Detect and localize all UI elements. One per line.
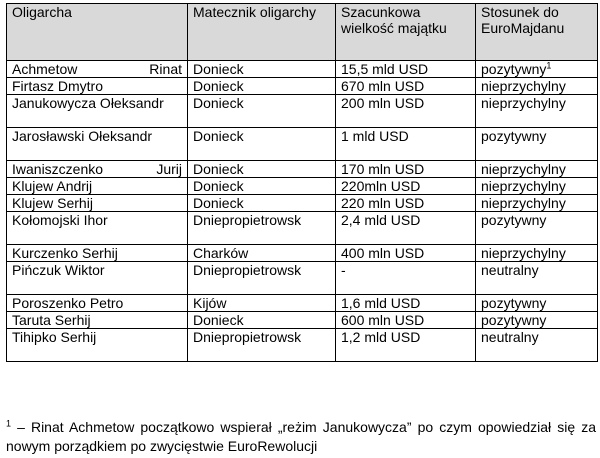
cell-wealth: 400 mln USD (336, 245, 476, 262)
cell-base: Dniepropietrowsk (188, 262, 336, 295)
cell-base: Dniepropietrowsk (188, 329, 336, 362)
table-row (7, 195, 598, 212)
cell-stance: nieprzychylny (476, 95, 598, 128)
table-row (7, 245, 598, 262)
cell-base: Donieck (188, 178, 336, 195)
oligarchs-table (6, 3, 598, 362)
table-row (7, 161, 598, 178)
cell-stance: nieprzychylny (476, 195, 598, 212)
cell-base: Donieck (188, 61, 336, 78)
footnote-mark: 1 (6, 418, 12, 429)
table-row (7, 295, 598, 312)
cell-name: Klujew Andrij (7, 178, 188, 195)
header-row (7, 4, 598, 61)
cell-name: Kołomojski Ihor (7, 212, 188, 245)
cell-stance (476, 61, 598, 78)
cell-base: Donieck (188, 95, 336, 128)
cell-stance: nieprzychylny (476, 161, 598, 178)
cell-wealth: 200 mln USD (336, 95, 476, 128)
cell-name: Firtasz Dmytro (7, 78, 188, 95)
table-row (7, 128, 598, 161)
table-row (7, 312, 598, 329)
cell-name: Taruta Serhij (7, 312, 188, 329)
cell-wealth: 220mln USD (336, 178, 476, 195)
cell-stance: pozytywny (476, 212, 598, 245)
cell-stance: neutralny (476, 262, 598, 295)
footnote (6, 418, 596, 456)
cell-base: Donieck (188, 195, 336, 212)
table-row (7, 262, 598, 295)
stance-text: pozytywny (481, 61, 547, 77)
header-base: Matecznik oligarchy (188, 4, 336, 61)
cell-wealth: 670 mln USD (336, 78, 476, 95)
cell-stance: pozytywny (476, 312, 598, 329)
cell-name: Klujew Serhij (7, 195, 188, 212)
header-stance: Stosunek do EuroMajdanu (476, 4, 598, 61)
footnote-text: – Rinat Achmetow początkowo wspierał „reżim Janukowycza” po czym opowiedział się za nowym porządkiem po zwycięstwie EuroRewolucji (6, 419, 596, 454)
cell-wealth: 1 mld USD (336, 128, 476, 161)
cell-wealth: 220 mln USD (336, 195, 476, 212)
cell-stance: nieprzychylny (476, 245, 598, 262)
table-body (7, 61, 598, 362)
cell-base: Donieck (188, 128, 336, 161)
cell-name: Poroszenko Petro (7, 295, 188, 312)
cell-name: Pińczuk Wiktor (7, 262, 188, 295)
cell-base: Kijów (188, 295, 336, 312)
cell-name: Janukowycza Ołeksandr (7, 95, 188, 128)
table-row (7, 178, 598, 195)
cell-stance: neutralny (476, 329, 598, 362)
cell-stance: pozytywny (476, 128, 598, 161)
cell-stance: nieprzychylny (476, 78, 598, 95)
cell-wealth: 15,5 mld USD (336, 61, 476, 78)
table-row (7, 78, 598, 95)
footnote-ref: 1 (546, 60, 552, 71)
header-oligarch: Oligarcha (7, 4, 188, 61)
table-row (7, 61, 598, 78)
cell-wealth: 1,6 mld USD (336, 295, 476, 312)
cell-wealth: 600 mln USD (336, 312, 476, 329)
cell-name: Jarosławski Ołeksandr (7, 128, 188, 161)
cell-base: Donieck (188, 161, 336, 178)
cell-name: Achmetow Rinat (7, 61, 188, 78)
table-row (7, 95, 598, 128)
cell-name: Tihipko Serhij (7, 329, 188, 362)
cell-wealth: 1,2 mld USD (336, 329, 476, 362)
cell-base: Donieck (188, 78, 336, 95)
table-row (7, 212, 598, 245)
cell-base: Charków (188, 245, 336, 262)
cell-base: Donieck (188, 312, 336, 329)
header-wealth: Szacunkowa wielkość majątku (336, 4, 476, 61)
cell-stance: nieprzychylny (476, 178, 598, 195)
cell-name: Iwaniszczenko Jurij (7, 161, 188, 178)
cell-wealth: 2,4 mld USD (336, 212, 476, 245)
cell-base: Dniepropietrowsk (188, 212, 336, 245)
table-row (7, 329, 598, 362)
cell-wealth: 170 mln USD (336, 161, 476, 178)
cell-name: Kurczenko Serhij (7, 245, 188, 262)
table-header (7, 4, 598, 61)
cell-stance: pozytywny (476, 295, 598, 312)
cell-wealth: - (336, 262, 476, 295)
